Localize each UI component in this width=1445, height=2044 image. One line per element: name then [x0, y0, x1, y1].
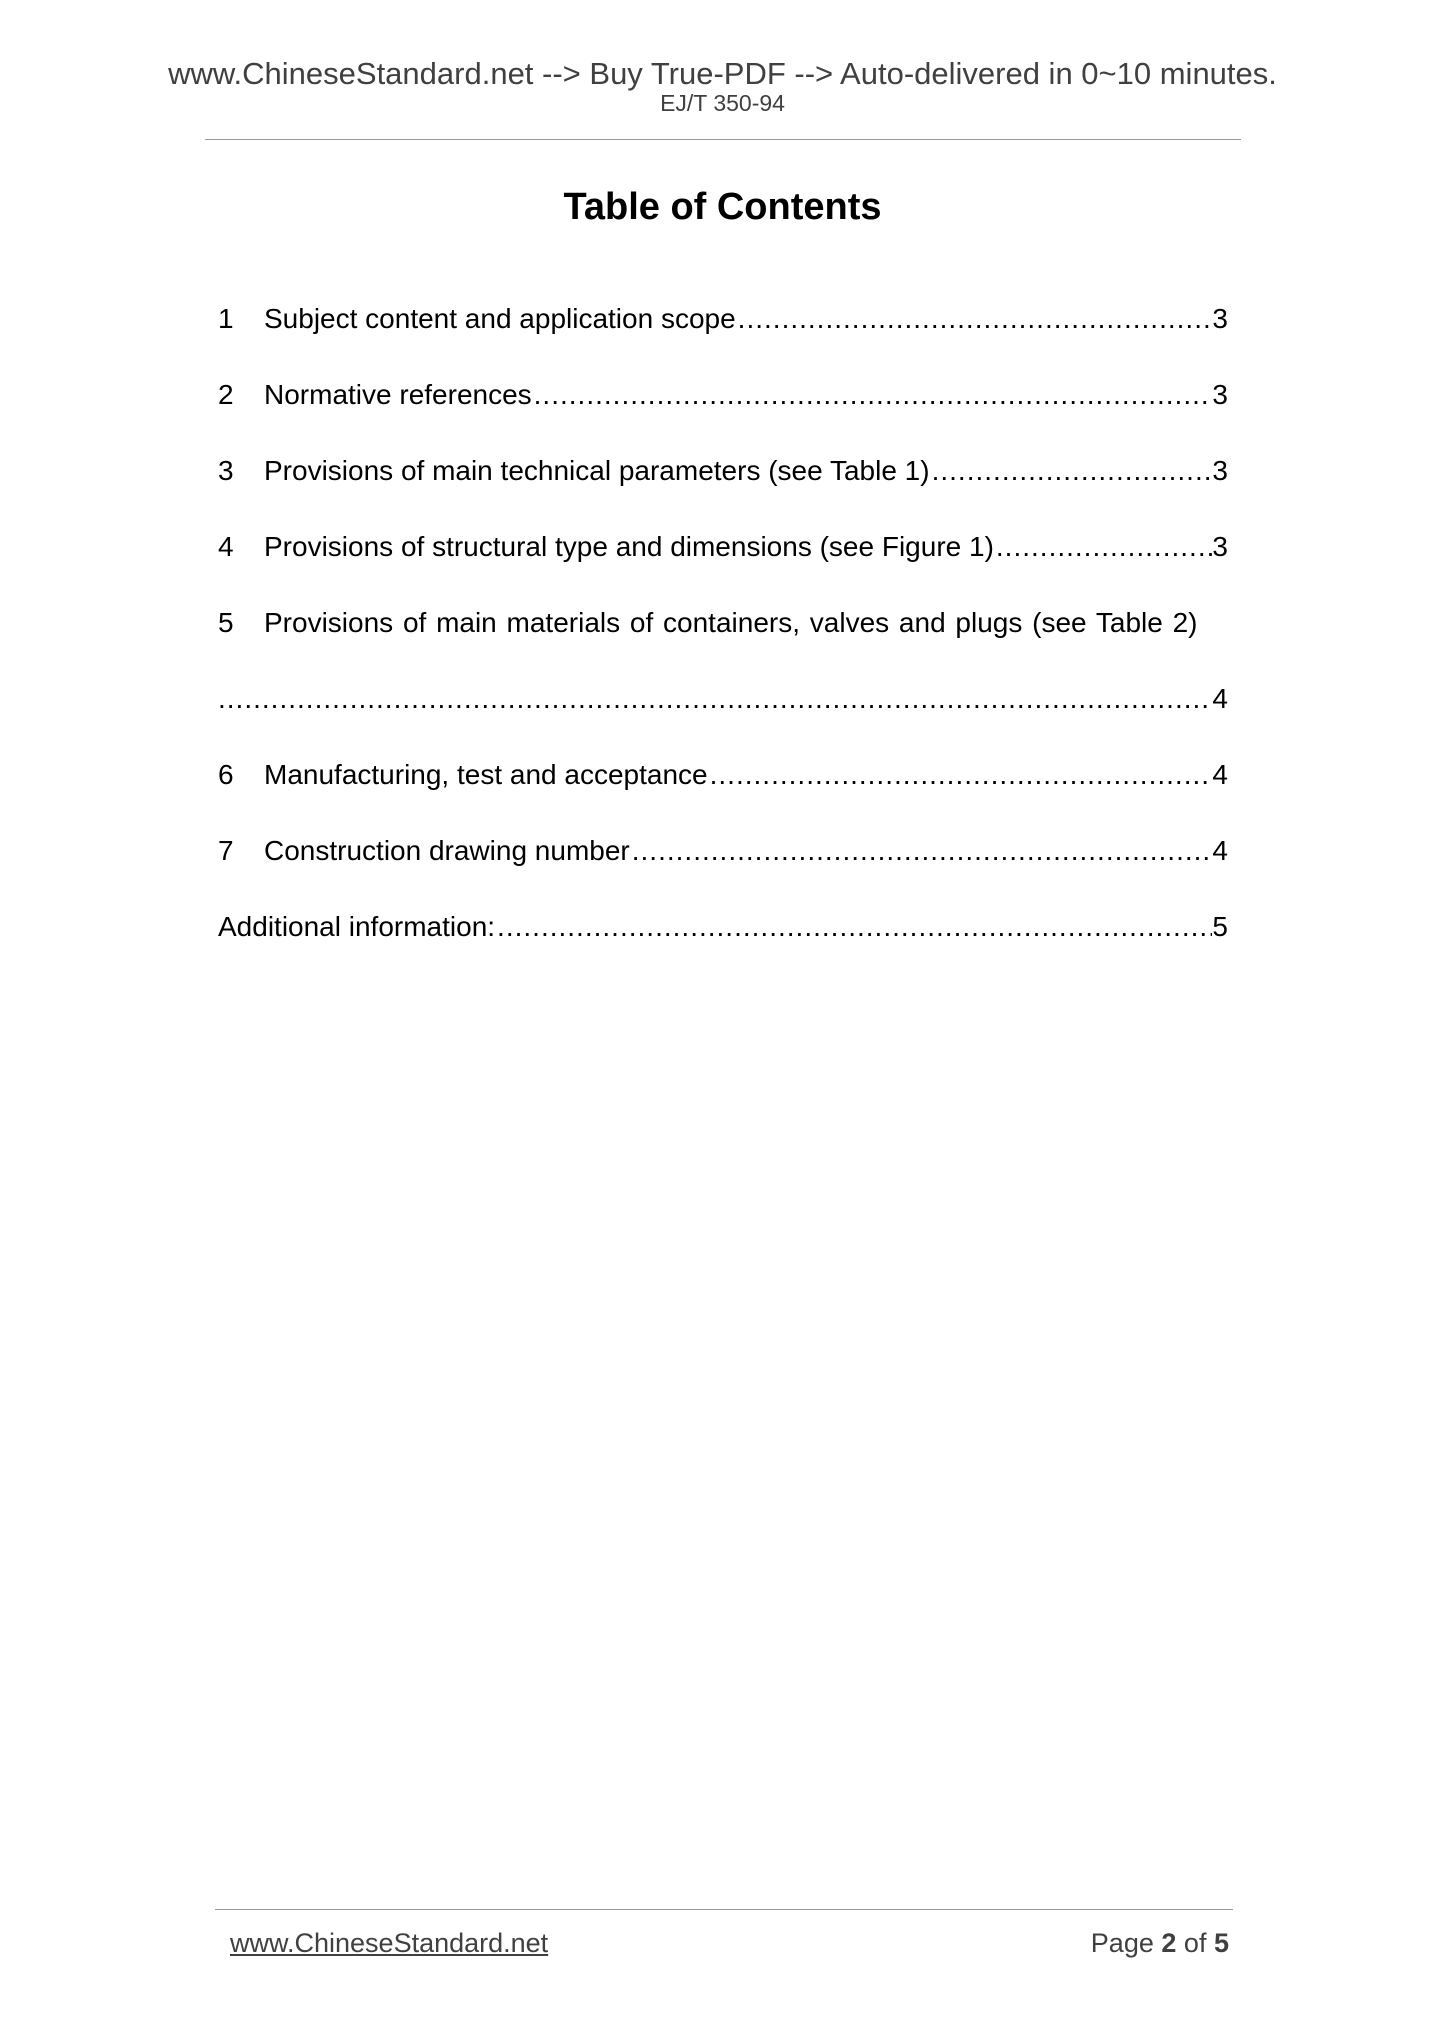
toc-entry-number: 6	[218, 759, 234, 790]
toc-entry-label: Manufacturing, test and acceptance	[264, 759, 708, 790]
toc-entry-page: 4	[1212, 835, 1228, 866]
toc-entry-2[interactable]	[218, 376, 1228, 452]
toc-entry-label: Provisions of main technical parameters (see Table 1)	[264, 455, 930, 486]
toc-entry-additional[interactable]	[218, 908, 1228, 984]
toc-entry-page: 4	[1212, 759, 1228, 790]
footer-website-link[interactable]: www.ChineseStandard.net	[230, 1928, 549, 1958]
toc-leader-dots	[532, 376, 1213, 414]
toc-entry-7[interactable]	[218, 832, 1228, 908]
toc-entry-number: 1	[218, 303, 234, 334]
toc-entry-number: 5	[218, 607, 234, 638]
page-prefix: Page	[1090, 1928, 1154, 1958]
toc-entry-5-continuation[interactable]	[218, 680, 1228, 756]
page-total: 5	[1213, 1928, 1229, 1958]
toc-entry-label: Additional information:	[218, 911, 496, 942]
toc-entry-label: Provisions of main materials of containers, valves and plugs (see Table 2)	[264, 607, 1198, 638]
toc-entry-4[interactable]	[218, 528, 1228, 604]
header-divider	[205, 139, 1241, 140]
toc-entry-page: 3	[1212, 455, 1228, 486]
toc-entry-number: 4	[218, 531, 234, 562]
page-title: Table of Contents	[563, 186, 882, 228]
toc-entry-5[interactable]	[218, 604, 1228, 680]
toc-leader-dots	[994, 528, 1213, 566]
banner-text: www.ChineseStandard.net --> Buy True-PDF --> Auto-delivered in 0~10 minutes.	[168, 56, 1277, 91]
toc-entry-page: 5	[1212, 911, 1228, 942]
toc-leader-dots	[495, 908, 1212, 946]
toc-entry-page: 4	[1212, 683, 1228, 714]
toc-entry-number: 3	[218, 455, 234, 486]
toc-leader-dots	[218, 680, 1212, 718]
toc-entry-label: Normative references	[264, 379, 532, 410]
toc-entry-label: Provisions of structural type and dimensions (see Figure 1)	[264, 531, 994, 562]
toc-leader-dots	[930, 452, 1213, 490]
toc-entry-page: 3	[1212, 303, 1228, 334]
toc-entry-page: 3	[1212, 379, 1228, 410]
toc-entry-number: 7	[218, 835, 234, 866]
toc-entry-6[interactable]	[218, 756, 1228, 832]
toc-entry-number: 2	[218, 379, 234, 410]
toc-leader-dots	[630, 832, 1213, 870]
table-of-contents	[218, 300, 1228, 984]
toc-entry-page: 3	[1212, 531, 1228, 562]
page-number	[1091, 1930, 1229, 1957]
toc-entry-label: Subject content and application scope	[264, 303, 736, 334]
page-current: 2	[1161, 1928, 1177, 1958]
document-code: EJ/T 350-94	[660, 90, 785, 116]
toc-entry-1[interactable]	[218, 300, 1228, 376]
toc-leader-dots	[736, 300, 1213, 338]
toc-entry-3[interactable]	[218, 452, 1228, 528]
page-of: of	[1183, 1928, 1207, 1958]
toc-entry-label: Construction drawing number	[264, 835, 630, 866]
footer-divider	[215, 1909, 1233, 1910]
toc-leader-dots	[708, 756, 1213, 794]
